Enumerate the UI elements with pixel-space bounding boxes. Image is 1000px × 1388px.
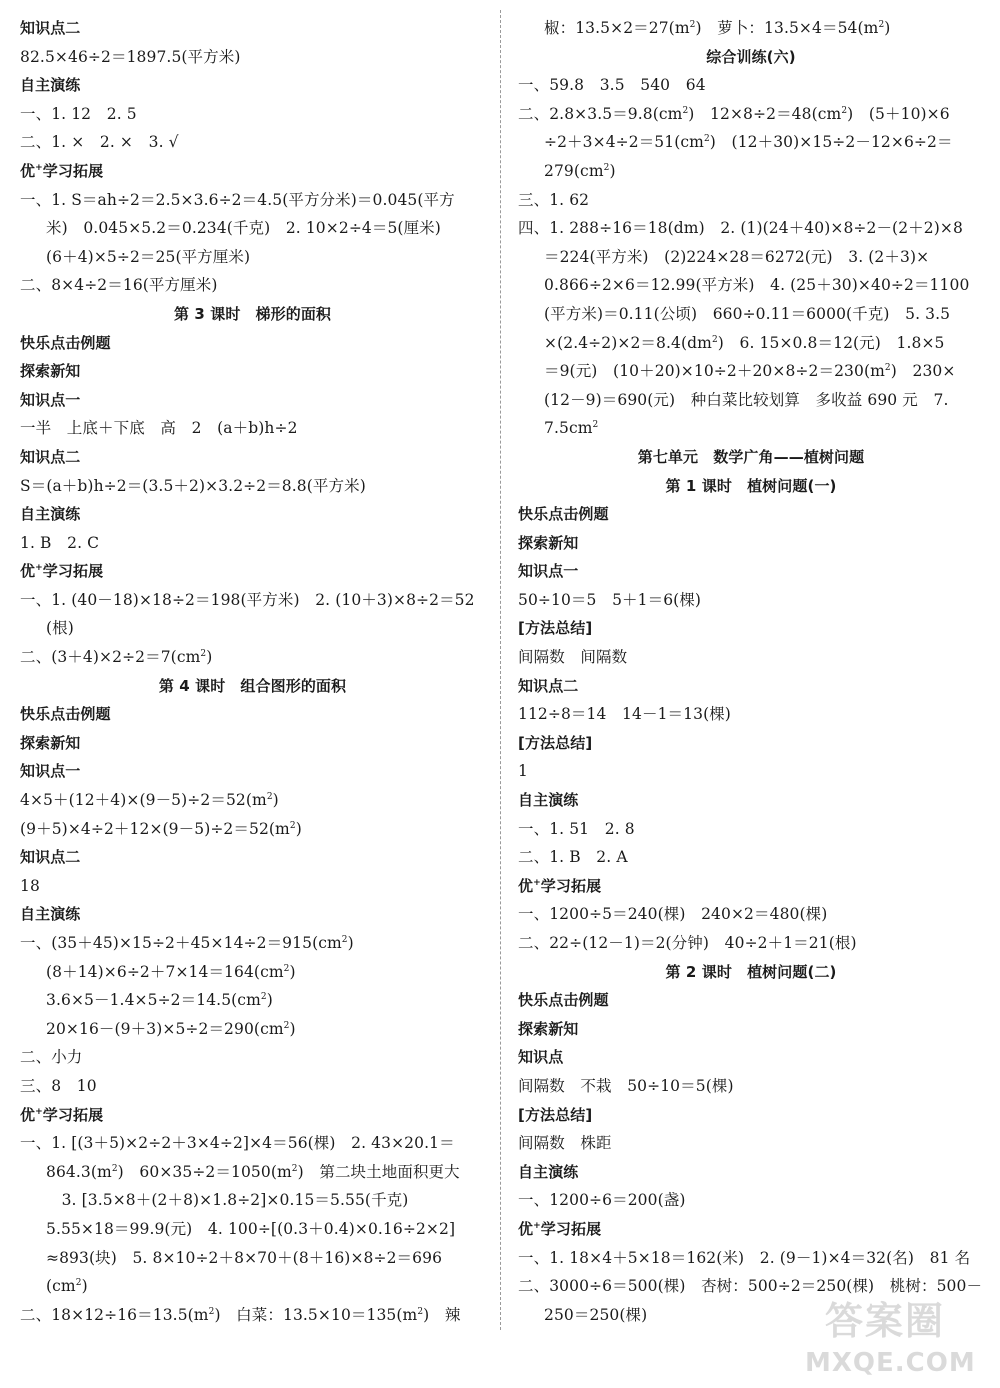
- answer-line: 一、1200÷6＝200(盏): [518, 1191, 686, 1210]
- lesson-title: 第 4 课时 组合图形的面积: [158, 676, 347, 695]
- answer-line: 间隔数 株距: [518, 1134, 612, 1153]
- answer-line: $\div 2+3\times 4\div 2=51(cm^2)$ (12＋30)×15÷2－12×6÷2＝: [544, 133, 953, 152]
- answer-line: 二、1. B 2. A: [518, 848, 628, 867]
- answer-line: ≈893(块) 5. 8×10÷2＋8×70＋(8＋16)×8÷2＝696: [46, 1248, 443, 1267]
- answer-line: 3. [3.5×8＋(2＋8)×1.8÷2]×0.15＝5.55(千克): [46, 1191, 409, 1210]
- section-heading: 知识点一: [20, 390, 81, 409]
- section-heading: 知识点: [518, 1048, 564, 1067]
- section-heading: 自主演练: [20, 905, 81, 924]
- answer-line: 1: [518, 762, 528, 781]
- section-heading: 快乐点击例题: [20, 705, 111, 724]
- section-heading: 优+学习拓展: [518, 876, 602, 895]
- answer-line: 1. B 2. C: [20, 533, 100, 552]
- answer-line: $(9+5)\times 4\div 2+12\times(9-5)\div 2=52(m^2)$: [20, 819, 302, 838]
- section-heading: 探索新知: [20, 733, 81, 752]
- section-heading: 知识点一: [518, 562, 579, 581]
- lesson-title: 第 2 课时 植树问题(二): [665, 962, 837, 981]
- answer-line: $(cm^2)$: [46, 1277, 88, 1296]
- section-heading: [方法总结]: [518, 733, 593, 752]
- section-heading: 自主演练: [518, 1162, 579, 1181]
- answer-line: 二、3000÷6＝500(棵) 杏树：500÷2＝250(棵) 桃树：500－: [518, 1277, 983, 1296]
- answer-line: $\times(2.4\div 2)\times 2=8.4(dm^2)$ 6. 15×0.8＝12(元) 1.8×5: [544, 333, 945, 352]
- watermark-logo: 答案圈: [825, 1299, 946, 1343]
- section-heading: [方法总结]: [518, 619, 593, 638]
- answer-line: 一、1200÷5＝240(棵) 240×2＝480(棵): [518, 905, 828, 924]
- answer-line: 一、1. S＝ah÷2＝2.5×3.6÷2＝4.5(平方分米)＝0.045(平方: [20, 190, 455, 209]
- section-heading: 优+学习拓展: [20, 562, 104, 581]
- section-heading: 知识点二: [20, 447, 81, 466]
- section-heading: 快乐点击例题: [518, 505, 609, 524]
- answer-line: $864.3(m^2)$ $60\times 35\div 2=1050(m^2)$ 第二块土地面积更大: [46, 1162, 460, 1181]
- lesson-title: 第 1 课时 植树问题(一): [665, 476, 837, 495]
- left-column: [20, 14, 485, 1329]
- answer-line: 二、1. × 2. × 3. √: [20, 133, 179, 152]
- lesson-title: 第七单元 数学广角——植树问题: [637, 447, 865, 466]
- answer-line: $7.5cm^2$: [544, 419, 599, 438]
- answer-line: $(8+14)\times 6\div 2+7\times 14=164(cm^2)$: [46, 962, 296, 981]
- answer-line: $4\times 5+(12+4)\times(9-5)\div 2=52(m^2)$: [20, 791, 279, 810]
- answer-line: 二、$(3+4)\times 2\div 2=7(cm^2)$: [20, 648, 213, 667]
- section-heading: 优+学习拓展: [20, 161, 104, 180]
- answer-line: 间隔数 不栽 50÷10＝5(棵): [518, 1076, 734, 1095]
- answer-line: 5.55×18＝99.9(元) 4. 100÷[(0.3＋0.4)×0.16÷2×2]: [46, 1219, 456, 1238]
- section-heading: 快乐点击例题: [518, 991, 609, 1010]
- answer-line: (根): [46, 619, 74, 638]
- answer-line: 0.866÷2×6＝12.99(平方米) 4. (25＋30)×40÷2＝1100: [544, 276, 970, 295]
- column-divider: [500, 10, 501, 1330]
- answer-line: 一、$(35+45)\times 15\div 2+45\times 14\div 2=915(cm^2)$: [20, 934, 354, 952]
- answer-line: S＝(a＋b)h÷2＝(3.5＋2)×3.2÷2＝8.8(平方米): [20, 476, 366, 495]
- answer-line: 二、$18\times 12\div 16=13.5(m^2)$ 白菜：$13.5\times 10=135(m^2)$ 辣: [20, 1305, 461, 1324]
- answer-line: 250＝250(棵): [544, 1305, 648, 1324]
- answer-line: 一、1. 12 2. 5: [20, 104, 137, 123]
- watermark-url: MXQE.COM: [805, 1348, 976, 1378]
- section-heading: 探索新知: [518, 533, 579, 552]
- answer-line: 一、1. 51 2. 8: [518, 819, 635, 838]
- right-column: [518, 14, 984, 1329]
- answer-line: (12－9)＝690(元) 种白菜比较划算 多收益 690 元 7.: [544, 390, 949, 409]
- section-heading: 知识点二: [20, 19, 81, 37]
- answer-line: 四、1. 288÷16＝18(dm) 2. (1)(24＋40)×8÷2－(2＋2)×8: [518, 219, 963, 238]
- answer-line: 一、1. [(3＋5)×2÷2＋3×4÷2]×4＝56(棵) 2. 43×20.1＝: [20, 1134, 455, 1153]
- answer-line: $279(cm^2)$: [544, 161, 616, 180]
- section-heading: 优+学习拓展: [20, 1105, 104, 1124]
- section-heading: 知识点二: [518, 676, 579, 695]
- answer-line: 三、1. 62: [518, 190, 590, 209]
- answer-line: 一、59.8 3.5 540 64: [518, 76, 706, 95]
- answer-line: (6＋4)×5÷2＝25(平方厘米): [46, 247, 251, 266]
- answer-line: 二、$2.8\times 3.5=9.8(cm^2)$ $12\times 8\div 2=48(cm^2)$ (5＋10)×6: [518, 104, 950, 123]
- section-heading: 优+学习拓展: [518, 1219, 602, 1238]
- section-heading: 自主演练: [20, 76, 81, 95]
- answer-line: 三、8 10: [20, 1076, 97, 1095]
- lesson-title: 综合训练(六): [706, 47, 796, 66]
- answer-line: 18: [20, 876, 40, 895]
- lesson-title: 第 3 课时 梯形的面积: [173, 304, 332, 323]
- section-heading: 快乐点击例题: [20, 333, 111, 352]
- section-heading: 探索新知: [20, 362, 81, 381]
- answer-line: ＝224(平方米) (2)224×28＝6272(元) 3. (2＋3)×: [544, 247, 930, 266]
- answer-line: $20\times 16-(9+3)\times 5\div 2=290(cm^2)$: [46, 1019, 296, 1038]
- answer-line: 112÷8＝14 14－1＝13(棵): [518, 705, 731, 724]
- answer-line: 一、1. 18×4＋5×18＝162(米) 2. (9－1)×4＝32(名) 81 名: [518, 1248, 971, 1267]
- answer-line: 一半 上底＋下底 高 2 (a＋b)h÷2: [20, 419, 298, 438]
- section-heading: 知识点二: [20, 848, 81, 867]
- section-heading: 自主演练: [518, 791, 579, 810]
- section-heading: 探索新知: [518, 1019, 579, 1038]
- section-heading: 知识点一: [20, 762, 81, 781]
- answer-line: 间隔数 间隔数: [518, 648, 628, 667]
- answer-line: (平方米)＝0.11(公顷) 660÷0.11＝6000(千克) 5. 3.5: [544, 304, 951, 323]
- answer-line: ＝9(元) $(10+20)\times 10\div 2+20\times 8\div 2=230(m^2)$ 230×: [544, 362, 956, 381]
- answer-line: 二、8×4÷2＝16(平方厘米): [20, 276, 218, 295]
- answer-line: $3.6\times 5-1.4\times 5\div 2=14.5(cm^2)$: [46, 991, 273, 1010]
- answer-line: 82.5×46÷2＝1897.5(平方米): [20, 47, 241, 66]
- answer-line: 50÷10＝5 5＋1＝6(棵): [518, 590, 702, 609]
- answer-line: 椒：$13.5\times 2=27(m^2)$ 萝卜：$13.5\times 4=54(m^2)$: [544, 19, 891, 37]
- section-heading: 自主演练: [20, 505, 81, 524]
- answer-line: 二、22÷(12－1)＝2(分钟) 40÷2＋1＝21(根): [518, 934, 857, 952]
- answer-line: 一、1. (40－18)×18÷2＝198(平方米) 2. (10＋3)×8÷2＝52: [20, 590, 475, 609]
- answer-line: 二、小力: [20, 1048, 83, 1067]
- section-heading: [方法总结]: [518, 1105, 593, 1124]
- answer-line: 米) 0.045×5.2＝0.234(千克) 2. 10×2÷4＝5(厘米): [46, 219, 441, 238]
